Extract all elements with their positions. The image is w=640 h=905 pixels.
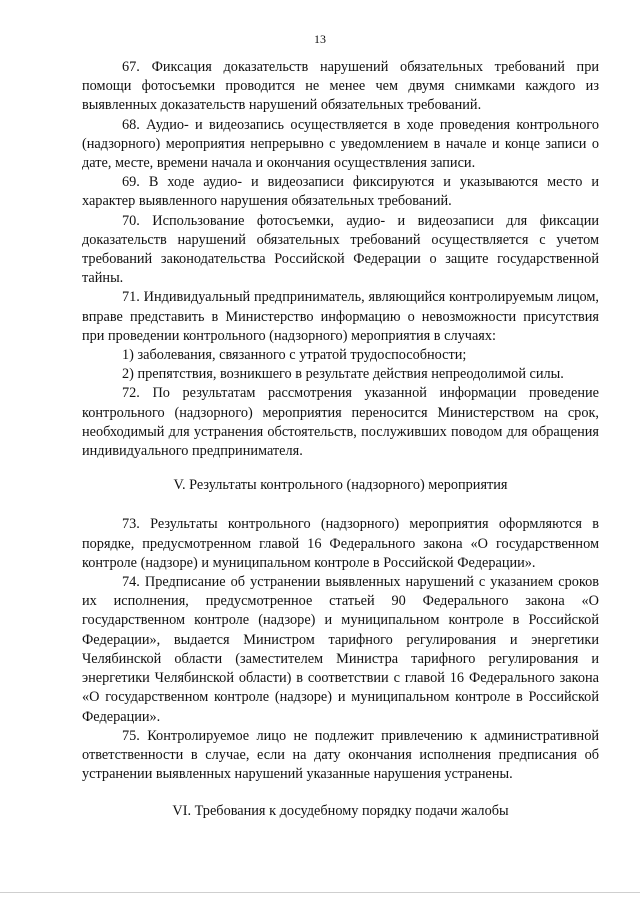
section-heading-vi: VI. Требования к досудебному порядку подачи жалобы <box>172 803 509 820</box>
page-bottom-divider <box>0 892 640 893</box>
paragraph-70: 70. Использование фотосъемки, аудио- и видеозаписи для фиксации доказательств нарушений обязательных требований осуществляется с учетом требований законодательства Российской Федерации о защите государственной тайны. <box>82 212 599 287</box>
paragraph-67: 67. Фиксация доказательств нарушений обязательных требований при помощи фотосъемки проводится не менее чем двумя снимками каждого из выявленных доказательств нарушений обязательных требований. <box>82 59 599 114</box>
paragraph-73: 73. Результаты контрольного (надзорного) мероприятия оформляются в порядке, предусмотренном главой 16 Федерального закона «О государственном контроле (надзоре) и муниципальном контроле в Российской Федерации». <box>82 516 599 571</box>
paragraph-74: 74. Предписание об устранении выявленных нарушений с указанием сроков их исполнения, предусмотренное статьей 90 Федерального закона «О государственном контроле (надзоре) и муниципальном контроле в Российской Федерации», выдается Министром тарифного регулирования и энергетики Челябинской области (заместителем Министра тарифного регулирования и энергетики Челябинской области) в соответствии с главой 16 Федерального закона «О государственном контроле (надзоре) и муниципальном контроле в Российской Федерации». <box>82 574 599 725</box>
section-heading-v: V. Результаты контрольного (надзорного) мероприятия <box>173 477 508 494</box>
paragraph-71: 71. Индивидуальный предприниматель, являющийся контролируемым лицом, вправе представить в Министерство информацию о невозможности присутствия при проведении контрольного (надзорного) мероприятия в случаях: <box>82 289 599 344</box>
page-number: 13 <box>314 32 326 46</box>
document-body <box>82 58 599 842</box>
paragraph-72: 72. По результатам рассмотрения указанной информации проведение контрольного (надзорного) мероприятия переносится Министерством на срок, необходимый для устранения обстоятельств, послуживших поводом для обращения индивидуального предпринимателя. <box>82 385 599 460</box>
paragraph-75: 75. Контролируемое лицо не подлежит привлечению к административной ответственности в случае, если на дату окончания исполнения предписания об устранении выявленных нарушений указанные нарушения устранены. <box>82 727 599 783</box>
paragraph-69: 69. В ходе аудио- и видеозаписи фиксируются и указываются место и характер выявленного нарушения обязательных требований. <box>82 174 599 210</box>
paragraph-68: 68. Аудио- и видеозапись осуществляется в ходе проведения контрольного (надзорного) мероприятия непрерывно с уведомлением в начале и конце записи о дате, месте, времени начала и окончания осуществления записи. <box>82 116 599 172</box>
list-item-1: 1) заболевания, связанного с утратой трудоспособности; <box>122 347 467 364</box>
list-item-2: 2) препятствия, возникшего в результате действия непреодолимой силы. <box>122 366 564 383</box>
